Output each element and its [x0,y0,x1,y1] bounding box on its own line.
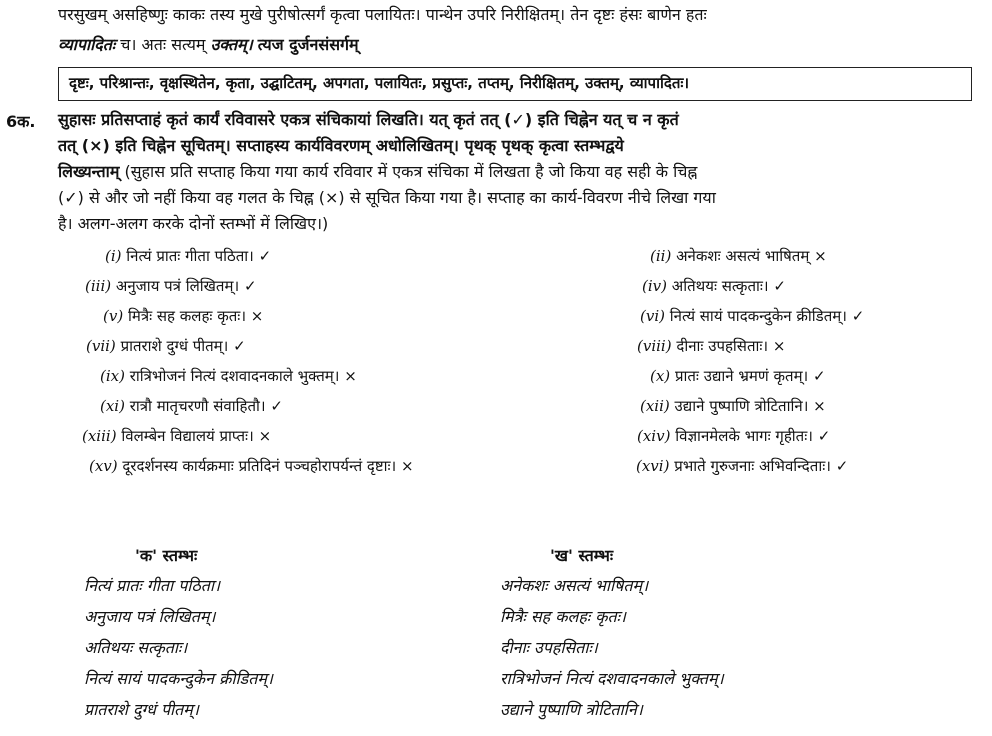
tick-mark: ✓ [258,247,272,265]
answer-ka-item: प्रातराशे दुग्धं पीतम्। [84,700,199,719]
column-ka-heading: 'क' स्तम्भः [135,546,198,565]
question-hindi-1: (सुहास प्रति सप्ताह किया गया कार्य रविवार में एकत्र संचिका में लिखता है जो किया वह सही के चिह्न [124,162,698,181]
list-item: (xii) उद्याने पुष्पाणि त्रोटितानि। × [640,397,826,415]
answer-ka-item: नित्यं सायं पादकन्दुकेन क्रीडितम्। [84,669,273,688]
cross-mark: × [258,427,272,445]
list-item: (vii) प्रातराशे दुग्धं पीतम्। ✓ [86,337,246,355]
list-item: (viii) दीनाः उपहसिताः। × [637,337,786,355]
tick-mark: ✓ [835,457,849,475]
question-line-1: सुहासः प्रतिसप्ताहं कृतं कार्यं रविवासरे एकत्र संचिकायां लिखति। यत् कृतं तत् (✓) इति चिह्नेन यत् च न कृतं [58,110,679,129]
answer-kha-item: उद्याने पुष्पाणि त्रोटितानि। [500,700,643,719]
question-line-4: (✓) से और जो नहीं किया वह गलत के चिह्न (×) से सूचित किया गया है। सप्ताह का कार्य-विवरण नीचे लिखा गया [58,188,716,207]
question-line-3 [58,160,972,184]
intro-line-1: परसुखम् असहिष्णुः काकः तस्य मुखे पुरीषोत्सर्गं कृत्वा पलायितः। पान्थेन उपरि निरीक्षितम्। तेन दृष्टः हंसः बाणेन हतः [58,5,707,24]
list-item: (iii) अनुजाय पत्रं लिखितम्। ✓ [85,277,257,295]
question-instruction: लिख्यन्ताम् [58,162,120,181]
answer-kha-item: मित्रैः सह कलहः कृतः। [500,607,626,626]
tick-mark: ✓ [233,337,246,355]
cross-mark: × [344,367,357,385]
list-item: (xvi) प्रभाते गुरुजनाः अभिवन्दिताः। ✓ [636,457,849,475]
intro-line-2 [58,34,359,56]
cross-mark: × [814,247,827,265]
word-box [58,67,972,101]
column-kha-heading: 'ख' स्तम्भः [550,546,614,565]
cross-mark: × [250,307,264,325]
word-box-text: दृष्टः, परिश्रान्तः, वृक्षस्थितेन, कृता, उद्घाटितम्, अपगता, पलायितः, प्रसुप्तः, तप्तम्, निरीक्षितम्, उक्तम्, व्यापादितः। [69,74,690,92]
question-number: 6क. [6,112,36,131]
answer-ka-item: अनुजाय पत्रं लिखितम्। [84,607,216,626]
answer-ka-item: अतिथयः सत्कृताः। [84,638,188,657]
list-item: (xiv) विज्ञानमेलके भागः गृहीतः। ✓ [637,427,831,445]
tick-mark: ✓ [773,277,786,295]
cross-mark: × [813,397,826,415]
list-item: (x) प्रातः उद्याने भ्रमणं कृतम्। ✓ [650,367,826,385]
answer-kha-item: अनेकशः असत्यं भाषितम्। [500,576,649,595]
cross-mark: × [772,337,786,355]
list-item: (iv) अतिथयः सत्कृताः। ✓ [642,277,786,295]
list-item: (xiii) विलम्बेन विद्यालयं प्राप्तः। × [82,427,272,445]
intro-moral: त्यज दुर्जनसंसर्गम् [257,35,359,54]
list-item: (vi) नित्यं सायं पादकन्दुकेन क्रीडितम्। ✓ [640,307,865,325]
list-item: (i) नित्यं प्रातः गीता पठिता। ✓ [105,247,272,265]
list-item: (v) मित्रैः सह कलहः कृतः। × [103,307,264,325]
answer-kha-item: रात्रिभोजनं नित्यं दशवादनकाले भुक्तम्। [500,669,724,688]
question-line-5: है। अलग-अलग करके दोनों स्तम्भों में लिखिए।) [58,214,329,233]
intro-text-cha: च। अतः सत्यम् [120,35,206,54]
intro-word-uktam: उक्तम्। [210,35,253,54]
list-item: (ii) अनेकशः असत्यं भाषितम् × [650,247,827,265]
list-item: (xv) दूरदर्शनस्य कार्यक्रमाः प्रतिदिनं पञ्चहोरापर्यन्तं दृष्टाः। × [89,457,414,475]
question-line-2: तत् (×) इति चिह्नेन सूचितम्। सप्ताहस्य कार्यविवरणम् अधोलिखितम्। पृथक् पृथक् कृत्वा स्तम्भद्वये [58,136,624,155]
list-item: (ix) रात्रिभोजनं नित्यं दशवादनकाले भुक्तम्। × [100,367,357,385]
answer-ka-item: नित्यं प्रातः गीता पठिता। [84,576,221,595]
tick-mark: ✓ [243,277,257,295]
list-item: (xi) रात्रौ मातृचरणौ संवाहितौ। ✓ [100,397,283,415]
tick-mark: ✓ [817,427,831,445]
tick-mark: ✓ [813,367,826,385]
tick-mark: ✓ [270,397,283,415]
intro-word-vyapaditah: व्यापादितः [58,35,116,54]
answer-kha-item: दीनाः उपहसिताः। [500,638,598,657]
cross-mark: × [401,457,414,475]
tick-mark: ✓ [851,307,865,325]
